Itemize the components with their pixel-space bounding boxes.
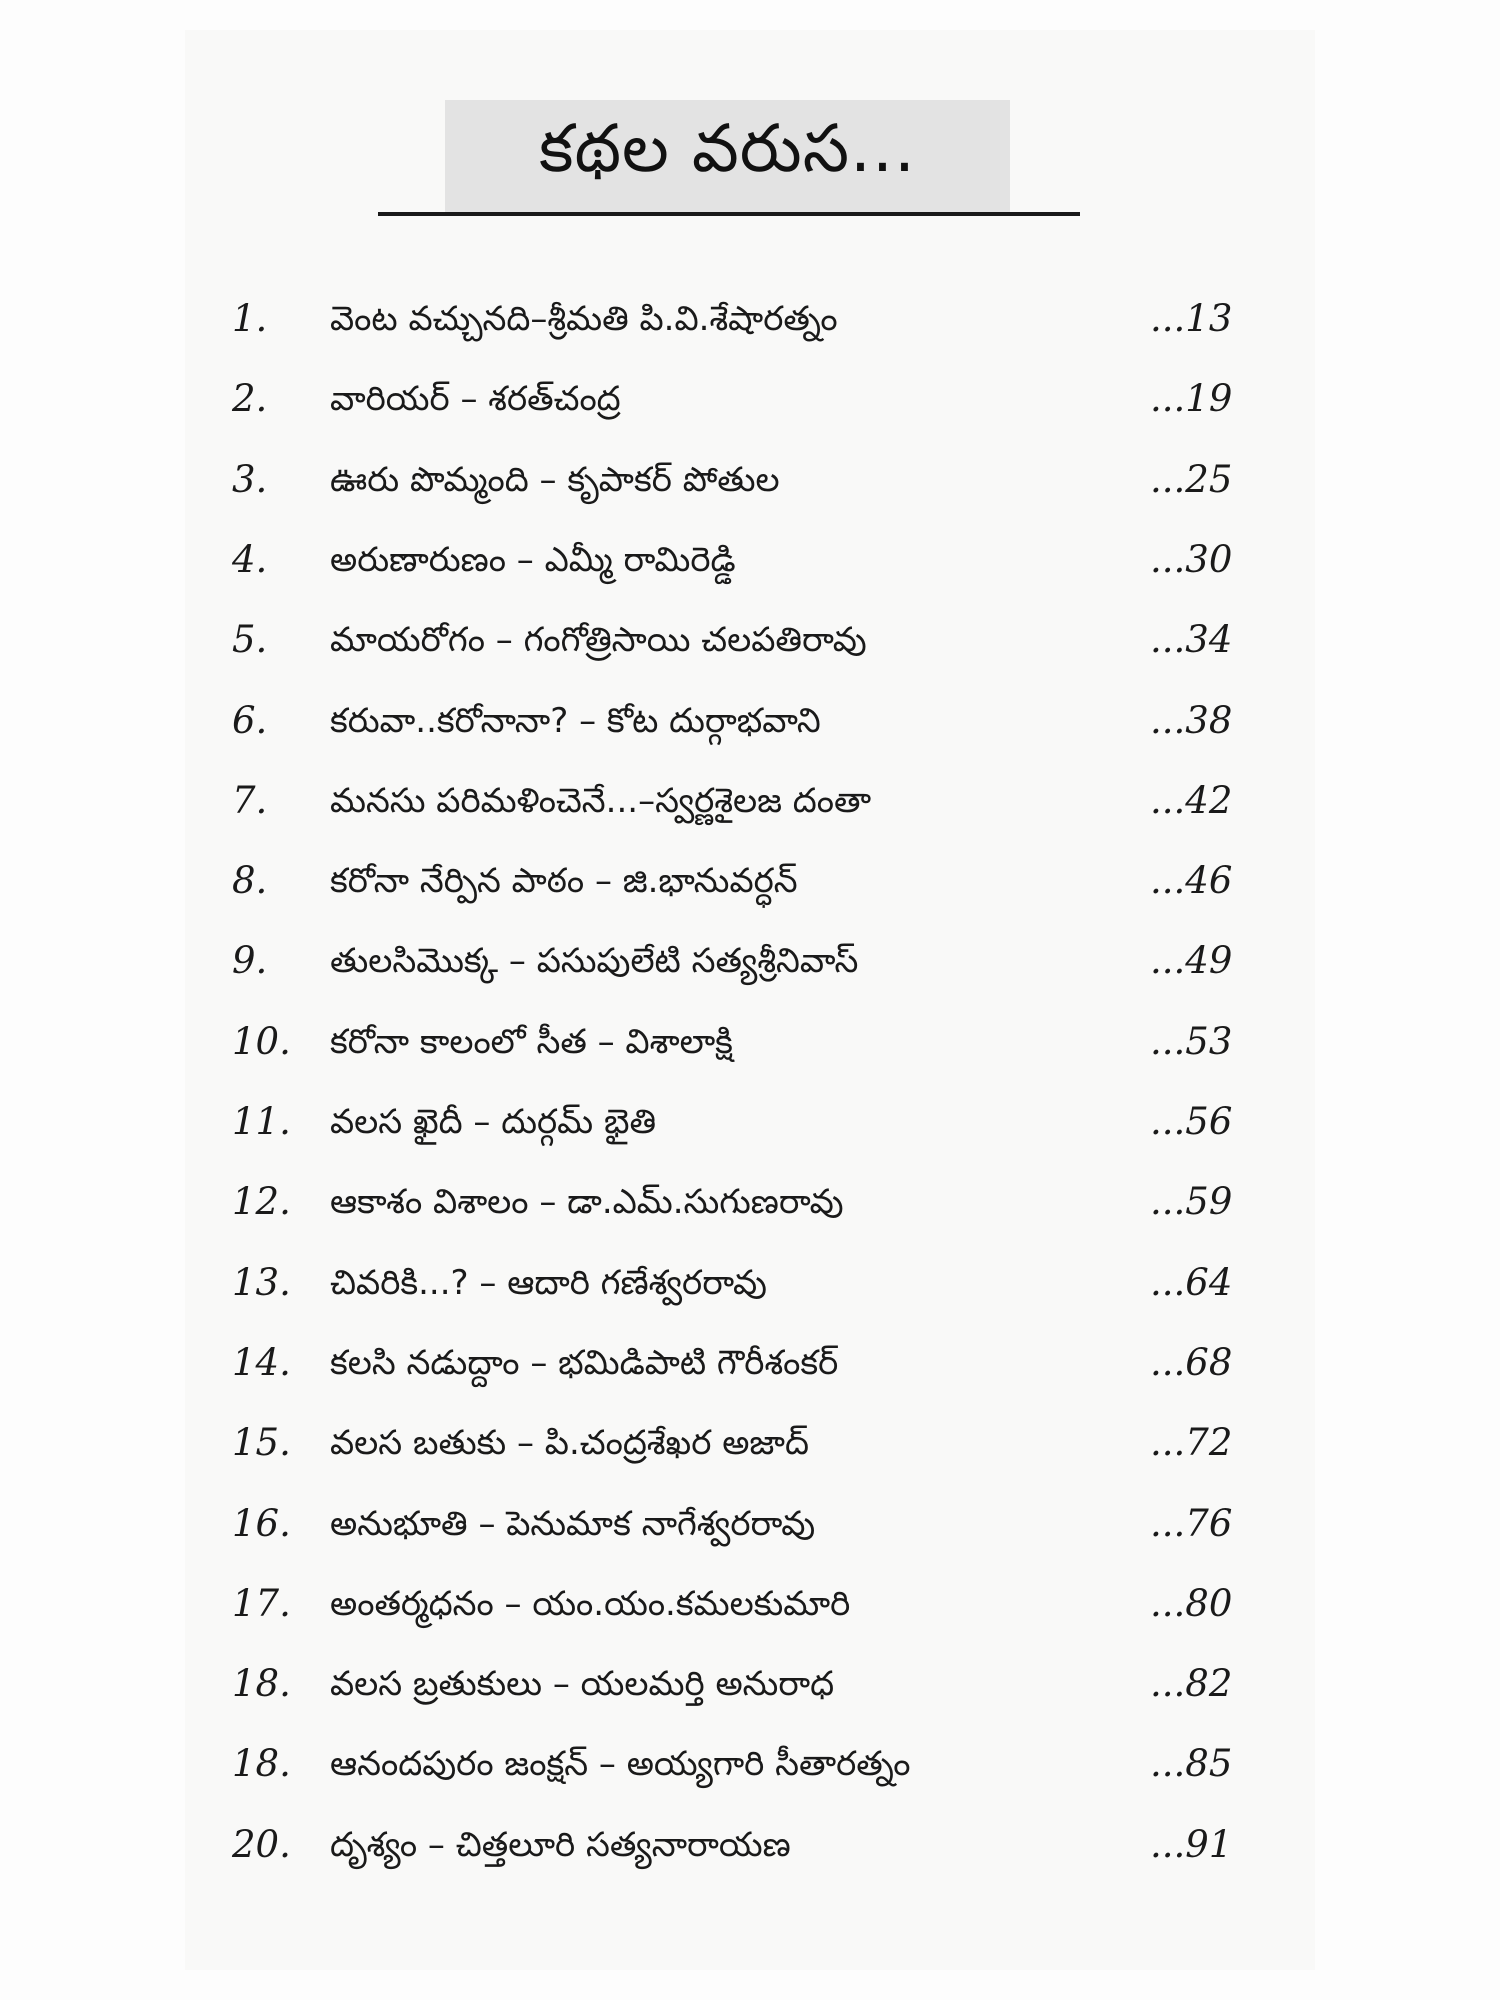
toc-story-title: అంతర్మధనం – యం.యం.కమలకుమారి — [330, 1583, 851, 1624]
toc-number: 10. — [232, 1019, 291, 1063]
toc-row — [0, 1810, 1500, 1880]
toc-story-title: వలస బతుకు – పి.చంద్రశేఖర అజాద్ — [330, 1423, 809, 1464]
toc-number: 3. — [232, 457, 268, 501]
toc-number: 12. — [232, 1180, 291, 1224]
toc-number: 7. — [232, 778, 268, 822]
toc-number: 1. — [232, 297, 268, 340]
toc-row — [0, 1489, 1500, 1559]
toc-page-number: ...46 — [1150, 859, 1233, 903]
toc-number: 11. — [232, 1100, 291, 1143]
toc-page-number: ...76 — [1150, 1501, 1233, 1545]
toc-page-number: ...56 — [1150, 1100, 1233, 1143]
toc-row — [0, 1248, 1500, 1318]
toc-row — [0, 364, 1500, 434]
toc-page-number: ...64 — [1150, 1260, 1233, 1304]
toc-story-title: ఊరు పొమ్మంది – కృపాకర్ పోతుల — [330, 459, 780, 500]
toc-number: 14. — [232, 1340, 291, 1384]
toc-row — [0, 1649, 1500, 1719]
toc-row — [0, 1408, 1500, 1478]
toc-row — [0, 1007, 1500, 1077]
toc-story-title: మనసు పరిమళించెనే...–స్వర్ణశైలజ దంతా — [330, 780, 872, 821]
toc-story-title: వలస బ్రతుకులు – యలమర్తి అనురాధ — [330, 1664, 835, 1705]
toc-number: 13. — [232, 1260, 291, 1304]
toc-story-title: తులసిమొక్క – పసుపులేటి సత్యశ్రీనివాస్ — [330, 941, 859, 982]
toc-page-number: ...30 — [1150, 537, 1233, 581]
toc-number: 6. — [232, 698, 268, 742]
toc-number: 15. — [232, 1421, 291, 1465]
page-title: కథల వరుస... — [539, 109, 916, 187]
toc-page-number: ...91 — [1150, 1822, 1233, 1866]
toc-story-title: కరోనా కాలంలో సీత – విశాలాక్షి — [330, 1021, 733, 1062]
toc-story-title: దృశ్యం – చిత్తలూరి సత్యనారాయణ — [330, 1824, 791, 1865]
toc-row — [0, 766, 1500, 836]
toc-number: 2. — [232, 377, 268, 421]
toc-story-title: ఆనందపురం జంక్షన్ – అయ్యగారి సీతారత్నం — [330, 1744, 911, 1785]
toc-number: 18. — [232, 1662, 291, 1706]
toc-row — [0, 445, 1500, 515]
toc-page-number: ...82 — [1150, 1662, 1233, 1706]
toc-row — [0, 1569, 1500, 1639]
toc-story-title: చివరికి...? – ఆదారి గణేశ్వరరావు — [330, 1262, 767, 1303]
toc-row — [0, 1167, 1500, 1237]
toc-row — [0, 1729, 1500, 1799]
toc-page-number: ...59 — [1150, 1180, 1233, 1224]
toc-row — [0, 686, 1500, 756]
toc-page-number: ...42 — [1150, 778, 1233, 822]
toc-row — [0, 846, 1500, 916]
toc-story-title: కరువా..కరోనానా? – కోట దుర్గాభవాని — [330, 700, 821, 741]
toc-number: 20. — [232, 1822, 291, 1866]
toc-page-number: ...19 — [1150, 377, 1233, 421]
toc-row — [0, 284, 1500, 354]
toc-story-title: ఆకాశం విశాలం – డా.ఎమ్.సుగుణరావు — [330, 1182, 844, 1223]
toc-story-title: కరోనా నేర్పిన పాఠం – జి.భానువర్ధన్ — [330, 861, 798, 902]
toc-page-number: ...85 — [1150, 1742, 1233, 1786]
toc-story-title: మాయరోగం – గంగోత్రిసాయి చలపతిరావు — [330, 620, 867, 661]
toc-story-title: వెంట వచ్చునది–శ్రీమతి పి.వి.శేషారత్నం — [330, 299, 838, 339]
toc-page-number: ...80 — [1150, 1581, 1233, 1625]
toc-number: 18. — [232, 1742, 291, 1786]
toc-row — [0, 1328, 1500, 1398]
toc-number: 5. — [232, 618, 268, 662]
toc-page-number: ...38 — [1150, 698, 1233, 742]
toc-story-title: వలస ఖైదీ – దుర్గమ్ భైతి — [330, 1102, 657, 1142]
toc-row — [0, 1087, 1500, 1157]
toc-number: 16. — [232, 1501, 291, 1545]
toc-number: 8. — [232, 859, 268, 903]
toc-story-title: అరుణారుణం – ఎమ్మీ రామిరెడ్డి — [330, 539, 736, 580]
toc-row — [0, 525, 1500, 595]
toc-row — [0, 926, 1500, 996]
toc-page-number: ...53 — [1150, 1019, 1233, 1063]
toc-page-number: ...68 — [1150, 1340, 1233, 1384]
toc-number: 9. — [232, 939, 268, 983]
toc-number: 17. — [232, 1581, 291, 1625]
toc-row — [0, 605, 1500, 675]
toc-page-number: ...34 — [1150, 618, 1233, 662]
toc-story-title: అనుభూతి – పెనుమాక నాగేశ్వరరావు — [330, 1503, 816, 1544]
toc-page-number: ...72 — [1150, 1421, 1233, 1465]
toc-page-number: ...49 — [1150, 939, 1233, 983]
toc-number: 4. — [232, 537, 268, 581]
toc-story-title: కలసి నడుద్దాం – భమిడిపాటి గౌరీశంకర్ — [330, 1342, 839, 1383]
toc-page-number: ...13 — [1150, 297, 1233, 340]
toc-page-number: ...25 — [1150, 457, 1233, 501]
toc-story-title: వారియర్ – శరత్‌చంద్ర — [330, 379, 621, 420]
